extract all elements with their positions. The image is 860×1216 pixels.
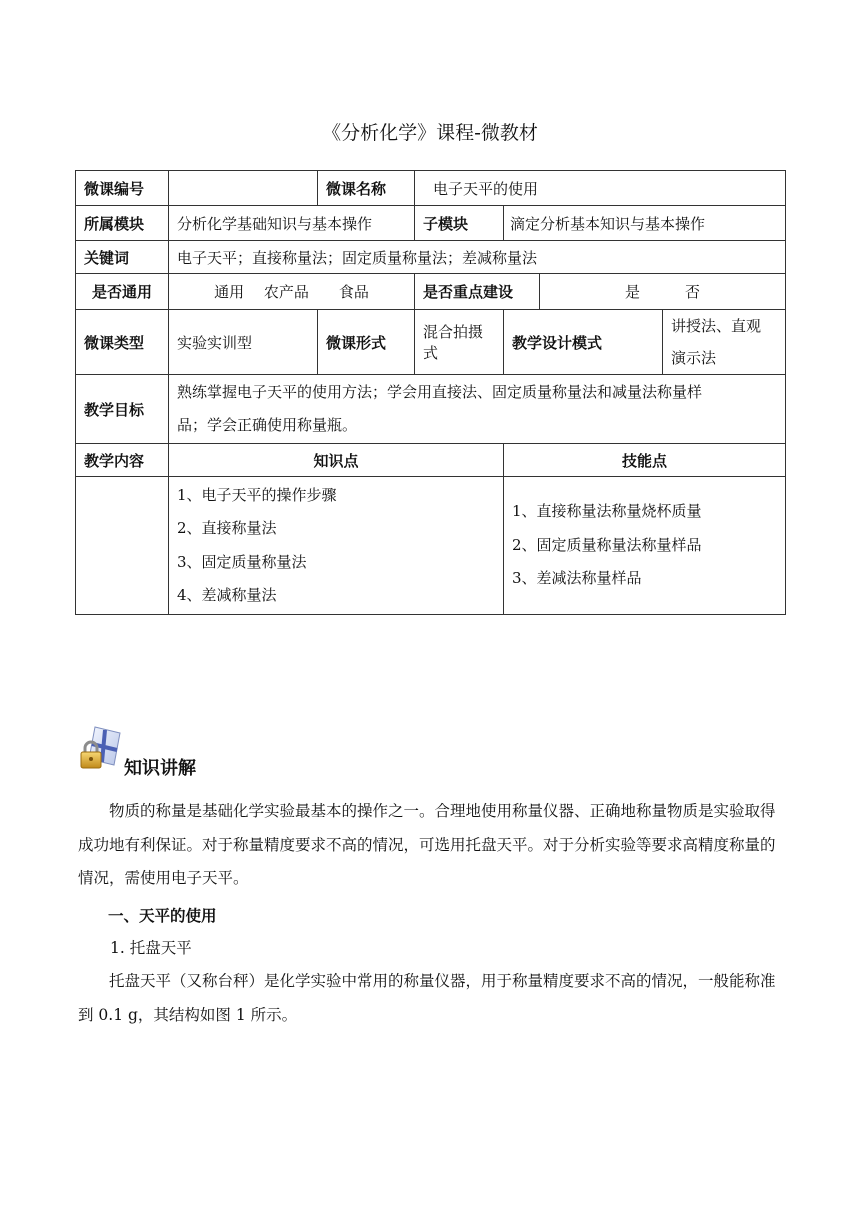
lock-document-icon xyxy=(78,725,126,771)
design-mode-line-1: 讲授法、直观 xyxy=(671,317,762,335)
label-module: 所属模块 xyxy=(76,206,169,241)
label-keywords: 关键词 xyxy=(76,241,169,274)
header-knowledge: 知识点 xyxy=(169,444,504,477)
knowledge-item: 3、固定质量称量法 xyxy=(177,552,307,571)
value-keywords: 电子天平；直接称量法；固定质量称量法；差减称量法 xyxy=(169,241,786,274)
value-goal xyxy=(169,375,786,444)
goal-line-2: 品；学会正确使用称量瓶。 xyxy=(177,416,358,434)
knowledge-list xyxy=(169,477,504,615)
label-general: 是否通用 xyxy=(76,274,169,310)
skill-item: 1、直接称量法称量烧杯质量 xyxy=(512,502,702,521)
goal-line-1: 熟练掌握电子天平的使用方法；学会用直接法、固定质量称量法和减量法称量样 xyxy=(177,383,703,401)
body-paragraph: 托盘天平（又称台秤）是化学实验中常用的称量仪器，用于称量精度要求不高的情况，一般能称准到 0.1 g，其结构如图 1 所示。 xyxy=(78,972,776,1024)
label-course-form: 微课形式 xyxy=(318,310,415,375)
subsubheading-tray-balance: 1. 托盘天平 xyxy=(110,939,192,957)
value-course-type: 实验实训型 xyxy=(169,310,318,375)
course-info-table xyxy=(75,170,786,615)
skill-list xyxy=(504,477,786,615)
design-mode-line-2: 演示法 xyxy=(671,349,717,367)
value-course-form: 混合拍摄式 xyxy=(415,310,504,375)
value-general-options: 通用 农产品 食品 xyxy=(169,274,415,310)
value-course-id xyxy=(169,171,318,206)
empty-cell xyxy=(76,477,169,615)
subheading-balance-use: 一、天平的使用 xyxy=(108,907,217,925)
label-design-mode: 教学设计模式 xyxy=(504,310,663,375)
label-key-construction: 是否重点建设 xyxy=(415,274,540,310)
value-design-mode xyxy=(663,310,786,375)
label-content: 教学内容 xyxy=(76,444,169,477)
value-course-name: 电子天平的使用 xyxy=(415,171,786,206)
knowledge-item: 1、电子天平的操作步骤 xyxy=(177,485,337,504)
label-goal: 教学目标 xyxy=(76,375,169,444)
header-skill: 技能点 xyxy=(504,444,786,477)
label-course-type: 微课类型 xyxy=(76,310,169,375)
value-submodule: 滴定分析基本知识与基本操作 xyxy=(504,206,786,241)
intro-paragraph: 物质的称量是基础化学实验最基本的操作之一。合理地使用称量仪器、正确地称量物质是实验取得成功地有利保证。对于称量精度要求不高的情况，可选用托盘天平。对于分析实验等要求高精度称量的情况，需使用电子天平。 xyxy=(78,802,776,887)
value-key-options: 是 否 xyxy=(540,274,786,310)
label-submodule: 子模块 xyxy=(415,206,504,241)
section-heading: 知识讲解 xyxy=(124,758,196,779)
skill-item: 2、固定质量称量法称量样品 xyxy=(512,535,702,554)
page-title: 《分析化学》课程-微教材 xyxy=(322,122,538,144)
skill-item: 3、差减法称量样品 xyxy=(512,569,642,588)
label-course-id: 微课编号 xyxy=(76,171,169,206)
knowledge-item: 2、直接称量法 xyxy=(177,519,277,537)
value-module: 分析化学基础知识与基本操作 xyxy=(169,206,415,241)
knowledge-item: 4、差减称量法 xyxy=(177,586,277,604)
label-course-name: 微课名称 xyxy=(318,171,415,206)
